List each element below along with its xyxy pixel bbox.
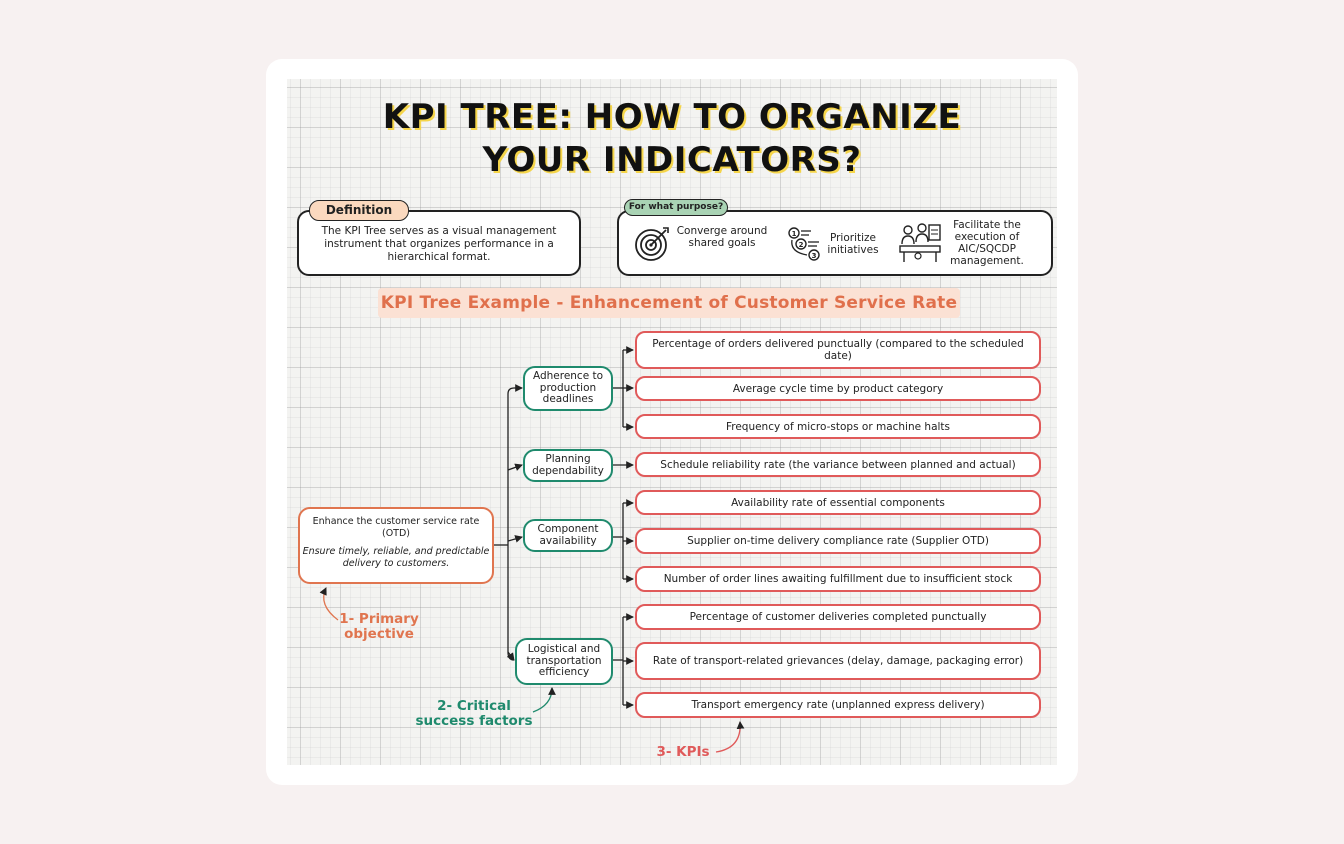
purpose-tag: For what purpose? [624,199,728,216]
csf-adherence: Adherence to production deadlines [523,366,613,411]
annotation-primary-objective: 1- Primary objective [339,611,419,642]
kpi-item: Percentage of orders delivered punctually (compared to the scheduled date) [635,331,1041,369]
purpose-item-facilitate: Facilitate the execution of AIC/SQCDP management. [950,219,1024,267]
kpi-item: Average cycle time by product category [635,376,1041,401]
csf-planning: Planning dependability [523,449,613,482]
example-title: KPI Tree Example - Enhancement of Customer Service Rate [378,288,960,318]
kpi-item: Number of order lines awaiting fulfillment due to insufficient stock [635,566,1041,592]
svg-text:3: 3 [811,252,817,260]
definition-tag: Definition [309,200,409,221]
csf-logistics: Logistical and transportation efficiency [515,638,613,685]
purpose-item-prioritize: Prioritize initiatives [827,232,879,256]
kpi-item: Supplier on-time delivery compliance rate (Supplier OTD) [635,528,1041,554]
kpi-item: Frequency of micro-stops or machine halts [635,414,1041,439]
primary-objective-box [298,507,494,584]
page-title-line-1: KPI TREE: HOW TO ORGANIZE [382,97,962,137]
annotation-critical-success-factors: 2- Critical success factors [415,698,533,729]
kpi-item: Schedule reliability rate (the variance between planned and actual) [635,452,1041,477]
objective-detail: Ensure timely, reliable, and predictable delivery to customers. [302,546,490,569]
kpi-item: Percentage of customer deliveries completed punctually [635,604,1041,630]
csf-component: Component availability [523,519,613,552]
annotation-kpis: 3- KPIs [656,744,710,760]
definition-text: The KPI Tree serves as a visual management instrument that organizes performance in a hierarchical format. [321,225,557,263]
objective-main: Enhance the customer service rate (OTD) [312,516,480,539]
svg-text:2: 2 [798,241,804,249]
kpi-item: Availability rate of essential components [635,490,1041,515]
page-title-line-2: YOUR INDICATORS? [482,140,862,180]
svg-text:1: 1 [791,230,797,238]
kpi-item: Transport emergency rate (unplanned express delivery) [635,692,1041,718]
kpi-item: Rate of transport-related grievances (delay, damage, packaging error) [635,642,1041,680]
purpose-item-converge: Converge around shared goals [676,225,768,249]
